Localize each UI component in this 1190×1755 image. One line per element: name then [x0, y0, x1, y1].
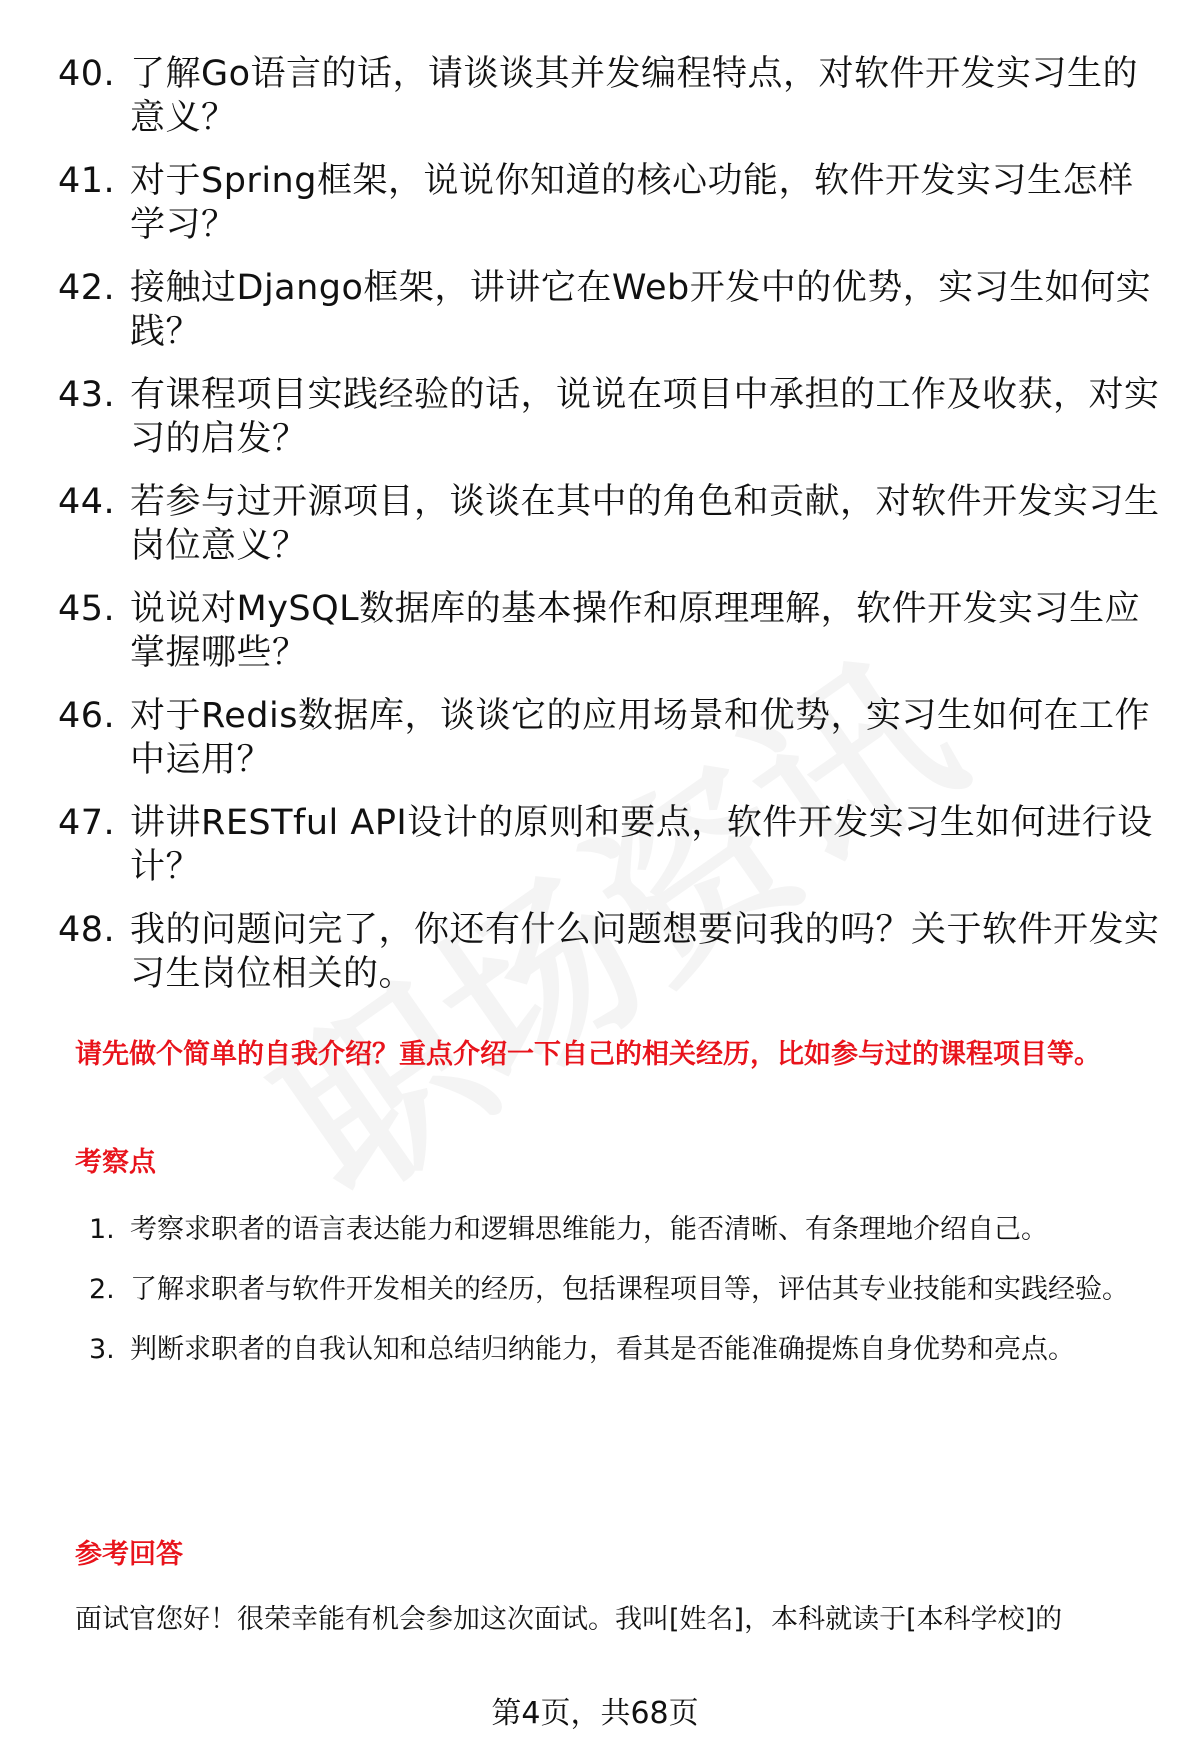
question-number: 41. [58, 161, 116, 201]
point-number: 1. [89, 1214, 115, 1245]
question-number: 46. [58, 696, 116, 736]
question-number: 43. [58, 375, 116, 415]
question-item [58, 52, 1168, 140]
topic-question: 请先做个简单的自我介绍？重点介绍一下自己的相关经历，比如参与过的课程项目等。 [75, 1039, 1101, 1070]
question-item [58, 908, 1168, 996]
question-item [58, 159, 1168, 247]
question-list [58, 52, 1168, 1015]
question-text: 有课程项目实践经验的话，说说在项目中承担的工作及收获，对实习的启发？ [130, 375, 1160, 459]
points-list [75, 1200, 1160, 1380]
point-text: 考察求职者的语言表达能力和逻辑思维能力，能否清晰、有条理地介绍自己。 [130, 1214, 1048, 1245]
question-number: 47. [58, 803, 116, 843]
question-item [58, 587, 1168, 675]
question-text: 说说对MySQL数据库的基本操作和原理理解，软件开发实习生应掌握哪些？ [130, 589, 1141, 673]
point-number: 2. [89, 1274, 115, 1305]
question-item [58, 373, 1168, 461]
question-text: 接触过Django框架，讲讲它在Web开发中的优势，实习生如何实践？ [130, 268, 1152, 352]
answer-text: 面试官您好！很荣幸能有机会参加这次面试。我叫[姓名]，本科就读于[本科学校]的 [75, 1604, 1063, 1635]
point-item [75, 1320, 1160, 1380]
question-item [58, 480, 1168, 568]
question-number: 48. [58, 910, 116, 950]
point-number: 3. [89, 1334, 115, 1365]
question-text: 对于Redis数据库，谈谈它的应用场景和优势，实习生如何在工作中运用？ [130, 696, 1150, 780]
answer-heading: 参考回答 [75, 1539, 183, 1570]
question-number: 42. [58, 268, 116, 308]
question-text: 我的问题问完了，你还有什么问题想要问我的吗？关于软件开发实习生岗位相关的。 [130, 910, 1160, 994]
question-text: 讲讲RESTful API设计的原则和要点，软件开发实习生如何进行设计？ [130, 803, 1153, 887]
question-number: 44. [58, 482, 116, 522]
point-text: 判断求职者的自我认知和总结归纳能力，看其是否能准确提炼自身优势和亮点。 [130, 1334, 1075, 1365]
point-item [75, 1260, 1160, 1320]
question-item [58, 694, 1168, 782]
question-number: 45. [58, 589, 116, 629]
question-item [58, 266, 1168, 354]
question-text: 若参与过开源项目，谈谈在其中的角色和贡献，对软件开发实习生岗位意义？ [130, 482, 1160, 566]
question-text: 了解Go语言的话，请谈谈其并发编程特点，对软件开发实习生的意义？ [130, 54, 1139, 138]
question-text: 对于Spring框架，说说你知道的核心功能，软件开发实习生怎样学习？ [130, 161, 1134, 245]
page-footer: 第4页，共68页 [491, 1696, 699, 1731]
question-item [58, 801, 1168, 889]
point-item [75, 1200, 1160, 1260]
question-number: 40. [58, 54, 116, 94]
points-heading: 考察点 [75, 1147, 156, 1178]
point-text: 了解求职者与软件开发相关的经历，包括课程项目等，评估其专业技能和实践经验。 [130, 1274, 1129, 1305]
